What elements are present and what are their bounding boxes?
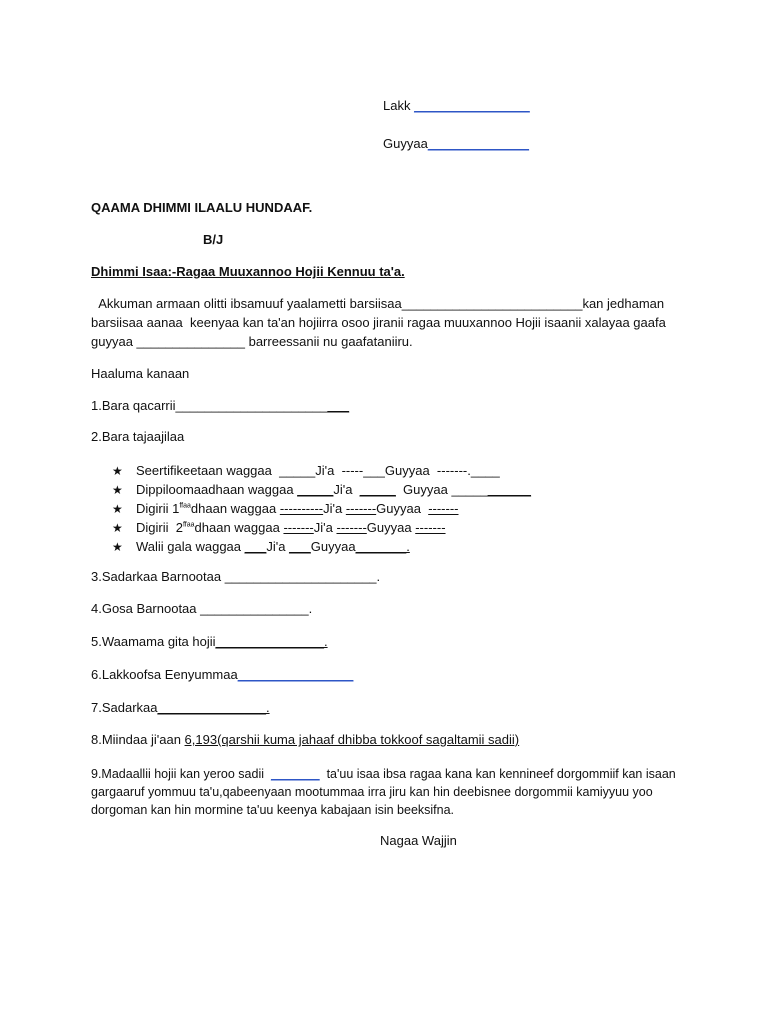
- diploma-months-blank: _____: [359, 482, 396, 497]
- degree1-years-label: dhaan waggaa: [190, 501, 280, 516]
- degree2-label: Digirii 2: [136, 520, 183, 535]
- star-bullet-icon: ★: [112, 464, 123, 478]
- star-bullet-icon: ★: [112, 521, 123, 535]
- subject-line: Dhimmi Isaa:-Ragaa Muuxannoo Hojii Kennuu ta'a.: [91, 264, 405, 279]
- diploma-days-label: Guyyaa _____: [395, 482, 488, 497]
- degree1-ordinal: ffaa: [179, 502, 191, 510]
- degree1-label: Digirii 1: [136, 501, 180, 516]
- lakkoofsa-label: 6.Lakkoofsa Eenyummaa: [91, 667, 238, 682]
- bj-marker: B/J: [203, 232, 224, 247]
- star-bullet-icon: ★: [112, 483, 123, 497]
- reference-number-blank: ________________: [414, 98, 530, 113]
- waamama-blank: _______________.: [215, 634, 328, 649]
- miindaa-value: 6,193(qarshii kuma jahaaf dhibba tokkoof sagaltamii sadii): [184, 732, 520, 747]
- closing-para-start: 9.Madaallii hojii kan yeroo sadii: [91, 767, 271, 781]
- degree1-years-blank: ----------: [279, 501, 324, 516]
- total-months-blank: ___: [289, 539, 311, 554]
- date-blank: ______________: [427, 136, 530, 151]
- waamama-label: 5.Waamama gita hojii: [91, 634, 216, 649]
- document-title: QAAMA DHIMMI ILAALU HUNDAAF.: [91, 200, 313, 215]
- bullet-diploma-label: Dippiloomaadhaan waggaa: [136, 482, 298, 497]
- bara-qacarrii-blank: ___: [327, 398, 350, 413]
- degree1-days-blank: -------: [428, 501, 459, 516]
- sadarkaa-blank: _______________.: [157, 700, 270, 715]
- miindaa-label: 8.Miindaa ji'aan: [91, 732, 185, 747]
- list-item: [112, 461, 531, 480]
- degree1-days-label: Guyyaa: [376, 501, 429, 516]
- item-sadarkaa: [91, 700, 270, 715]
- list-item: [112, 499, 531, 518]
- item-sadarkaa-barnootaa: 3.Sadarkaa Barnootaa _____________________.: [91, 569, 381, 584]
- total-days-blank: _______.: [355, 539, 410, 554]
- star-bullet-icon: ★: [112, 502, 123, 516]
- list-item: [112, 518, 531, 537]
- closing-para-blank: _______: [270, 767, 320, 781]
- item-lakkoofsa-eenyummaa: [91, 667, 353, 682]
- total-months-label: Ji'a: [266, 539, 290, 554]
- degree2-years-label: dhaan waggaa: [194, 520, 284, 535]
- degree2-days-label: Guyyaa: [366, 520, 416, 535]
- degree1-months-blank: -------: [345, 501, 377, 516]
- item-miindaa: [91, 732, 519, 747]
- diploma-months-label: Ji'a: [333, 482, 360, 497]
- degree2-ordinal: ffaa: [182, 521, 195, 529]
- list-item: [112, 480, 531, 499]
- total-days-label: Guyyaa: [310, 539, 356, 554]
- signoff: Nagaa Wajjin: [380, 833, 457, 848]
- degree1-months-label: Ji'a: [323, 501, 346, 516]
- item-waamama-gita-hojii: [91, 634, 328, 649]
- diploma-years-blank: _____: [297, 482, 334, 497]
- sadarkaa-label: 7.Sadarkaa: [91, 700, 158, 715]
- closing-paragraph: [91, 765, 681, 819]
- degree2-years-blank: -------: [283, 520, 314, 535]
- total-years-label: Walii gala waggaa: [136, 539, 245, 554]
- date-line: [383, 136, 529, 151]
- date-label: Guyyaa: [383, 136, 428, 151]
- closing-para-end: ta'uu isaa ibsa ragaa kana kan kennineef dorgommiif kan isaan gargaaruf yommuu ta'u,qabeenyaan mootummaa irra jiru kan hin deebisnee dorgommii kamiyyuu yoo dorgoman kan hin mormine ta'uu keenya kabajaan isin beeksifna.: [91, 767, 680, 817]
- degree2-days-blank: -------: [415, 520, 446, 535]
- item-bara-tajaajilaa: 2.Bara tajaajilaa: [91, 429, 185, 444]
- reference-number-line: [383, 98, 530, 113]
- service-years-list: [112, 461, 531, 556]
- reference-number-label: Lakk: [383, 98, 415, 113]
- intro-paragraph: Akkuman armaan olitti ibsamuuf yaalametti barsiisaa_________________________kan jedhaman barsiisaa aanaa keenyaa kan ta'an hojiirra osoo jiranii ragaa muuxannoo Hojii isaanii xalayaa gaafa guyyaa _______________ barreessanii nu gaafataniiru.: [91, 296, 670, 349]
- item-gosa-barnootaa: 4.Gosa Barnootaa _______________.: [91, 601, 313, 616]
- bullet-certificate-text: Seertifikeetaan waggaa _____Ji'a -----___Guyyaa -------.____: [136, 463, 500, 478]
- degree2-months-blank: -------: [336, 520, 367, 535]
- diploma-days-blank: ______: [487, 482, 532, 497]
- star-bullet-icon: ★: [112, 540, 123, 554]
- lakkoofsa-blank: ________________: [237, 667, 354, 682]
- list-item: [112, 537, 531, 556]
- item-bara-qacarrii: [91, 398, 349, 413]
- degree2-months-label: Ji'a: [313, 520, 337, 535]
- haaluma-text: Haaluma kanaan: [91, 366, 190, 381]
- bara-qacarrii-label: 1.Bara qacarrii_____________________: [91, 398, 328, 413]
- total-years-blank: ___: [244, 539, 267, 554]
